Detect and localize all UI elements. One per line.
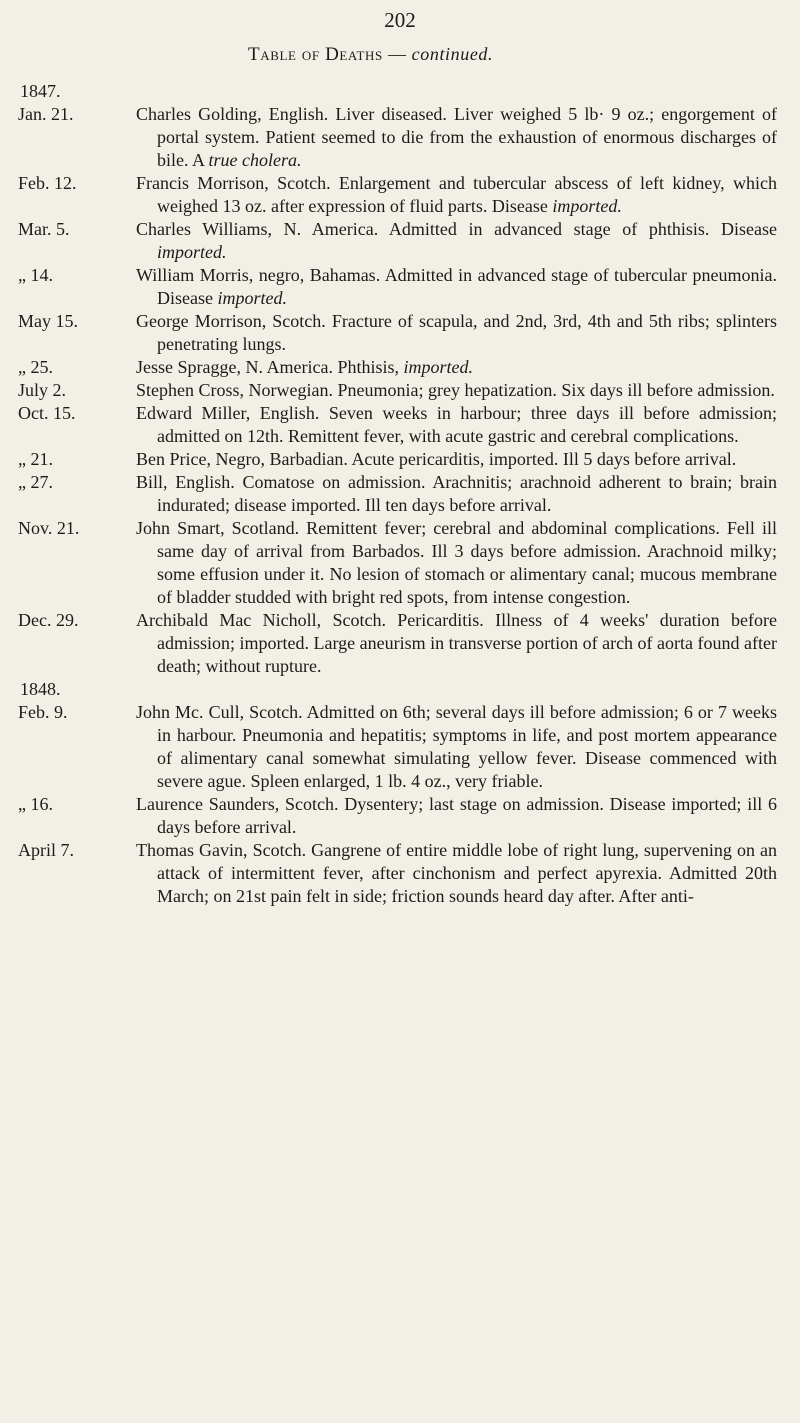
- entry-text-segment: Thomas Gavin, Scotch. Gangrene of entire middle lobe of right lung, supervening on an attack of intermittent fever, after cinchonism and perfect apyrexia. Admitted 20th March; on 21st pain felt in side; friction sounds heard day after. After anti-: [136, 840, 777, 906]
- table-title-continued: continued.: [411, 44, 494, 64]
- page-number: 202: [384, 8, 416, 32]
- death-entry: [0, 402, 800, 448]
- entry-text: [136, 471, 777, 517]
- death-entry: [0, 218, 800, 264]
- entry-date: Feb. 9.: [18, 702, 68, 722]
- table-title-main: Table of Deaths: [248, 44, 383, 65]
- entry-date: Mar. 5.: [18, 219, 70, 239]
- death-entry: [0, 103, 800, 172]
- entry-text-segment: Charles Williams, N. America. Admitted in advanced stage of phthisis. Disease: [136, 219, 777, 239]
- entry-date: „ 21.: [18, 449, 53, 469]
- year-heading: 1848.: [20, 679, 61, 699]
- entry-text-segment: Archibald Mac Nicholl, Scotch. Pericarditis. Illness of 4 weeks' duration before admission; imported. Large aneurism in transverse portion of arch of aorta found after death; without rupture.: [136, 610, 777, 676]
- entry-text-segment: George Morrison, Scotch. Fracture of scapula, and 2nd, 3rd, 4th and 5th ribs; splinters penetrating lungs.: [136, 311, 777, 354]
- entry-text: [136, 609, 777, 678]
- entry-text-segment: John Smart, Scotland. Remittent fever; cerebral and abdominal complications. Fell ill same day of arrival from Barbados. Ill 3 days before admission. Arachnoid milky; some effusion under it. No lesion of stomach or alimentary canal; mucous membrane of bladder studded with bright red spots, from intense congestion.: [136, 518, 777, 607]
- death-entry: [0, 448, 800, 471]
- death-entry: [0, 609, 800, 678]
- entry-date: Feb. 12.: [18, 173, 77, 193]
- entry-text-italic: imported.: [217, 288, 287, 308]
- entry-text-segment: William Morris, negro, Bahamas. Admitted in advanced stage of tubercular pneumonia. Disease: [136, 265, 777, 308]
- entry-date: Nov. 21.: [18, 518, 80, 538]
- death-entry: [0, 701, 800, 793]
- death-entry: [0, 793, 800, 839]
- year-heading: 1847.: [20, 81, 61, 101]
- entry-text-segment: John Mc. Cull, Scotch. Admitted on 6th; several days ill before admission; 6 or 7 weeks in harbour. Pneumonia and hepatitis; symptoms in life, and post mortem appearance of alimentary canal somewhat simulating yellow fever. Disease commenced with severe ague. Spleen enlarged, 1 lb. 4 oz., very friable.: [136, 702, 777, 791]
- entry-date: April 7.: [18, 840, 74, 860]
- entry-date: May 15.: [18, 311, 78, 331]
- entry-date: „ 14.: [18, 265, 53, 285]
- entry-text: [136, 701, 777, 793]
- entry-text: [136, 103, 777, 172]
- entry-date: July 2.: [18, 380, 67, 400]
- death-entry: [0, 379, 800, 402]
- entry-text-segment: Edward Miller, English. Seven weeks in harbour; three days ill before admission; admitted on 12th. Remittent fever, with acute gastric and cerebral complications.: [136, 403, 777, 446]
- entry-text-italic: true cholera.: [208, 150, 302, 170]
- entry-text: [136, 517, 777, 609]
- death-entry: [0, 471, 800, 517]
- entry-text: [136, 172, 777, 218]
- entry-text: [136, 793, 777, 839]
- entry-text: [136, 448, 777, 471]
- entry-text-segment: Francis Morrison, Scotch. Enlargement and tubercular abscess of left kidney, which weighed 13 oz. after expression of fluid parts. Disease: [136, 173, 777, 216]
- entry-date: Dec. 29.: [18, 610, 79, 630]
- entry-text: [136, 402, 777, 448]
- entry-text-segment: Laurence Saunders, Scotch. Dysentery; last stage on admission. Disease imported; ill 6 days before arrival.: [136, 794, 777, 837]
- table-title-separator: —: [382, 44, 412, 64]
- entry-text: [136, 356, 777, 379]
- entry-text-segment: Jesse Spragge, N. America. Phthisis,: [136, 357, 404, 377]
- death-entry: [0, 310, 800, 356]
- entry-date: „ 16.: [18, 794, 53, 814]
- entry-text-segment: Bill, English. Comatose on admission. Arachnitis; arachnoid adherent to brain; brain indurated; disease imported. Ill ten days before arrival.: [136, 472, 777, 515]
- death-entry: [0, 517, 800, 609]
- entry-text: [136, 379, 777, 402]
- entry-text-segment: Ben Price, Negro, Barbadian. Acute pericarditis, imported. Ill 5 days before arrival.: [136, 449, 737, 469]
- entry-text: [136, 310, 777, 356]
- entry-text-segment: Charles Golding, English. Liver diseased. Liver weighed 5 lb· 9 oz.; engorgement of portal system. Patient seemed to die from the exhaustion of enormous discharges of bile. A: [136, 104, 777, 170]
- entry-text: [136, 218, 777, 264]
- death-entry: [0, 172, 800, 218]
- entry-text: [136, 264, 777, 310]
- entry-text: [136, 839, 777, 908]
- entry-date: „ 25.: [18, 357, 53, 377]
- entry-text-segment: Stephen Cross, Norwegian. Pneumonia; grey hepatization. Six days ill before admission.: [136, 380, 775, 400]
- entry-text-italic: imported.: [552, 196, 622, 216]
- table-title: [248, 44, 493, 66]
- death-entry: [0, 839, 800, 908]
- death-entry: [0, 356, 800, 379]
- entry-date: Jan. 21.: [18, 104, 74, 124]
- entry-text-italic: imported.: [403, 357, 473, 377]
- death-entry: [0, 264, 800, 310]
- entry-text-italic: imported.: [157, 242, 227, 262]
- entry-date: „ 27.: [18, 472, 53, 492]
- entry-date: Oct. 15.: [18, 403, 76, 423]
- death-entries-list: [0, 80, 800, 908]
